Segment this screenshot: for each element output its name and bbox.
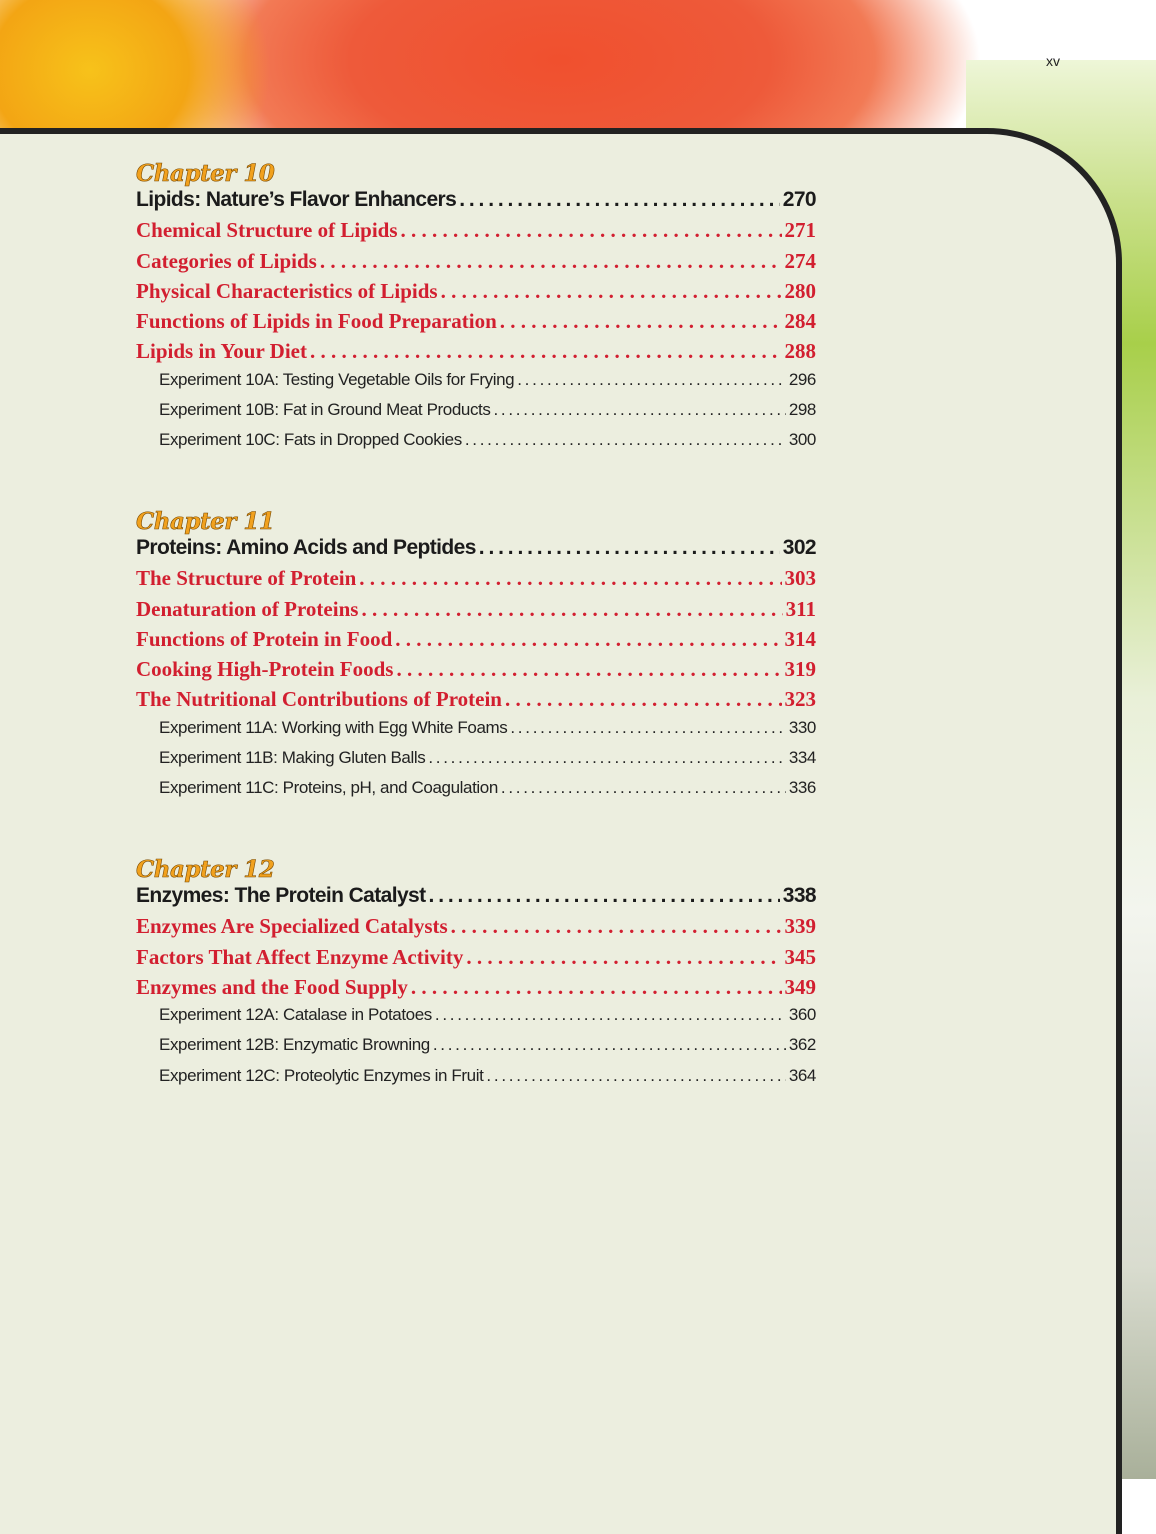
entry-page-number: 284 — [784, 309, 816, 334]
chapter-title-entry[interactable] — [136, 884, 816, 914]
section-entry[interactable] — [136, 339, 816, 369]
entry-page-number: 300 — [788, 430, 816, 450]
experiment-entry[interactable] — [136, 1005, 816, 1035]
entry-page-number: 323 — [784, 687, 816, 712]
dot-leader — [451, 914, 782, 939]
entry-page-number: 311 — [785, 596, 816, 621]
section-entry[interactable] — [136, 279, 816, 309]
entry-page-number: 296 — [788, 369, 816, 389]
chapter-section — [136, 856, 816, 1096]
dot-leader — [429, 884, 780, 908]
experiment-entry[interactable] — [136, 1035, 816, 1065]
dot-leader — [493, 400, 785, 420]
entry-title: Enzymes Are Specialized Catalysts — [136, 914, 448, 939]
experiment-entry[interactable] — [136, 778, 816, 808]
dot-leader — [479, 536, 780, 560]
dot-leader — [465, 430, 786, 450]
entry-title: Functions of Lipids in Food Preparation — [136, 309, 497, 334]
entry-page-number: 338 — [782, 884, 816, 907]
entry-page-number: 314 — [784, 626, 816, 651]
dot-leader — [505, 687, 782, 712]
section-entry[interactable] — [136, 309, 816, 339]
experiment-entry[interactable] — [136, 430, 816, 460]
entry-title: Experiment 12B: Enzymatic Browning — [159, 1035, 430, 1055]
dot-leader — [466, 945, 781, 970]
entry-title: Experiment 10A: Testing Vegetable Oils for Frying — [159, 369, 515, 389]
entry-title: Experiment 11C: Proteins, pH, and Coagulation — [159, 778, 498, 798]
dot-leader — [310, 339, 782, 364]
dot-leader — [395, 627, 781, 652]
experiment-entry[interactable] — [136, 1066, 816, 1096]
dot-leader — [433, 1035, 786, 1055]
dot-leader — [459, 188, 780, 212]
entry-title: Cooking High-Protein Foods — [136, 657, 394, 682]
entry-title: Physical Characteristics of Lipids — [136, 278, 438, 303]
page-number: xv — [1046, 53, 1060, 69]
entry-page-number: 360 — [788, 1005, 816, 1025]
entry-page-number: 280 — [784, 278, 816, 303]
entry-page-number: 330 — [788, 717, 816, 737]
dot-leader — [435, 1005, 786, 1025]
entry-title: Experiment 12A: Catalase in Potatoes — [159, 1005, 432, 1025]
entry-title: The Nutritional Contributions of Protein — [136, 687, 502, 712]
entry-title: Enzymes and the Food Supply — [136, 974, 408, 999]
entry-page-number: 270 — [782, 188, 816, 211]
entry-title: Experiment 10B: Fat in Ground Meat Products — [159, 400, 491, 420]
entry-page-number: 339 — [784, 914, 816, 939]
experiment-entry[interactable] — [136, 400, 816, 430]
entry-page-number: 274 — [784, 248, 816, 273]
chapter-section — [136, 160, 816, 461]
chapter-title-entry[interactable] — [136, 188, 816, 218]
dot-leader — [401, 218, 782, 243]
entry-page-number: 362 — [788, 1035, 816, 1055]
section-entry[interactable] — [136, 566, 816, 596]
dot-leader — [411, 975, 782, 1000]
experiment-entry[interactable] — [136, 370, 816, 400]
section-entry[interactable] — [136, 657, 816, 687]
entry-page-number: 303 — [784, 566, 816, 591]
chapter-title-entry[interactable] — [136, 536, 816, 566]
section-entry[interactable] — [136, 914, 816, 944]
dot-leader — [320, 249, 782, 274]
section-entry[interactable] — [136, 249, 816, 279]
entry-title: Denaturation of Proteins — [136, 596, 359, 621]
dot-leader — [517, 370, 786, 390]
entry-title: The Structure of Protein — [136, 566, 357, 591]
entry-page-number: 288 — [784, 339, 816, 364]
entry-page-number: 334 — [788, 748, 816, 768]
entry-title: Chemical Structure of Lipids — [136, 218, 398, 243]
entry-title: Factors That Affect Enzyme Activity — [136, 944, 464, 969]
dot-leader — [510, 718, 785, 738]
entry-title: Categories of Lipids — [136, 248, 317, 273]
chapter-label: Chapter 12 — [136, 856, 275, 883]
entry-page-number: 336 — [788, 778, 816, 798]
entry-title: Enzymes: The Protein Catalyst — [136, 884, 426, 907]
entry-page-number: 271 — [784, 218, 816, 243]
dot-leader — [441, 279, 782, 304]
entry-page-number: 319 — [784, 657, 816, 682]
chapter-label: Chapter 10 — [136, 160, 275, 187]
dot-leader — [501, 778, 786, 798]
entry-title: Proteins: Amino Acids and Peptides — [136, 536, 476, 559]
entry-page-number: 298 — [788, 400, 816, 420]
entry-title: Experiment 11B: Making Gluten Balls — [159, 748, 426, 768]
section-entry[interactable] — [136, 687, 816, 717]
section-entry[interactable] — [136, 218, 816, 248]
dot-leader — [500, 309, 782, 334]
entry-title: Functions of Protein in Food — [136, 626, 393, 651]
chapter-section — [136, 508, 816, 809]
dot-leader — [428, 748, 786, 768]
section-entry[interactable] — [136, 597, 816, 627]
entry-title: Experiment 11A: Working with Egg White Foams — [159, 717, 508, 737]
dot-leader — [486, 1066, 785, 1086]
dot-leader — [396, 657, 781, 682]
experiment-entry[interactable] — [136, 748, 816, 778]
experiment-entry[interactable] — [136, 718, 816, 748]
entry-title: Experiment 10C: Fats in Dropped Cookies — [159, 430, 462, 450]
entry-page-number: 345 — [784, 944, 816, 969]
entry-page-number: 349 — [784, 974, 816, 999]
entry-title: Lipids: Nature’s Flavor Enhancers — [136, 188, 457, 211]
entry-title: Lipids in Your Diet — [136, 339, 307, 364]
section-entry[interactable] — [136, 627, 816, 657]
dot-leader — [359, 566, 781, 591]
section-entry[interactable] — [136, 975, 816, 1005]
section-entry[interactable] — [136, 945, 816, 975]
entry-page-number: 364 — [788, 1065, 816, 1085]
entry-page-number: 302 — [782, 536, 816, 559]
entry-title: Experiment 12C: Proteolytic Enzymes in Fruit — [159, 1065, 484, 1085]
dot-leader — [361, 597, 782, 622]
chapter-label: Chapter 11 — [136, 508, 275, 535]
